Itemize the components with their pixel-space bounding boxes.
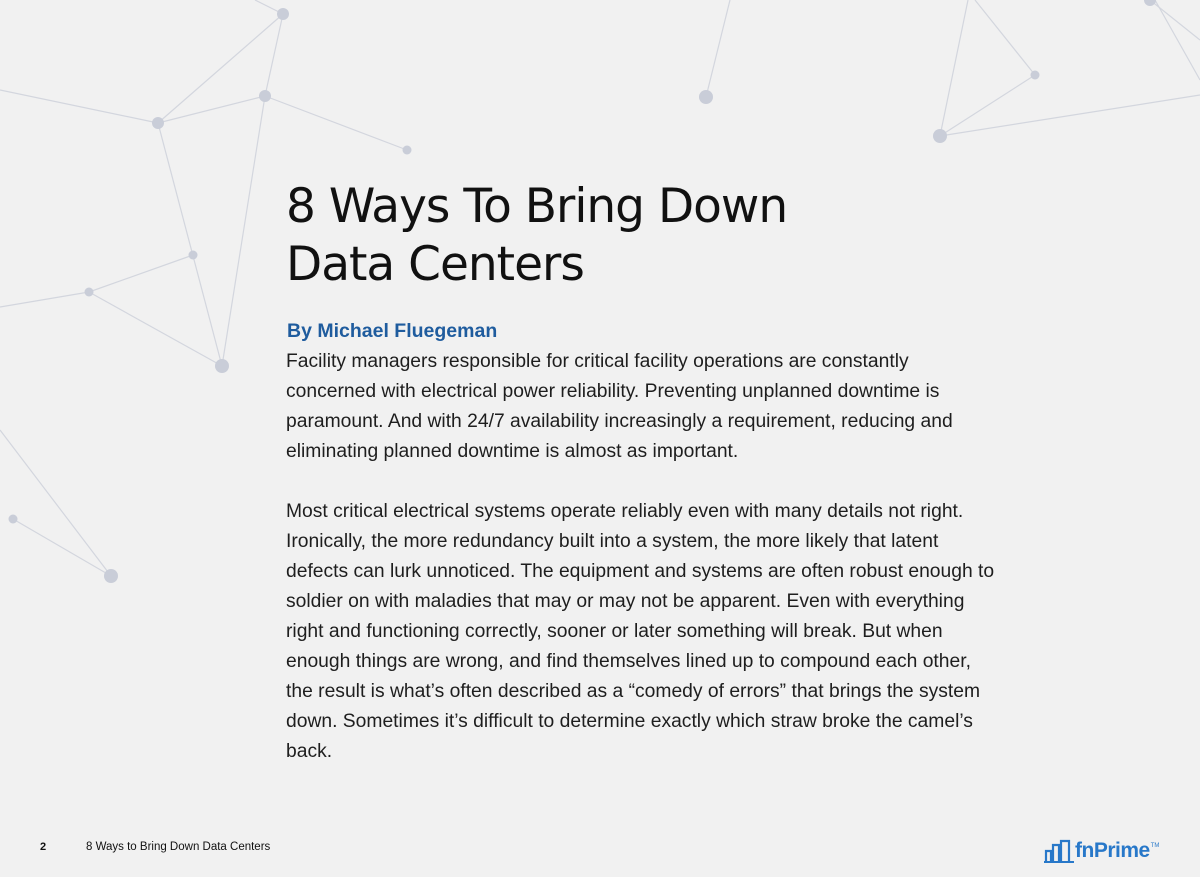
footer-document-title: 8 Ways to Bring Down Data Centers [86,841,271,853]
article-title [286,178,1006,294]
article-title-line-1: 8 Ways To Bring Down [286,179,788,234]
page-number: 2 [40,841,47,853]
logo-trademark: TM [1150,843,1160,849]
fnprime-logo[interactable] [1044,835,1159,863]
article-body [286,347,1001,797]
logo-text: fnPrime [1075,839,1150,862]
paragraph-2: Most critical electrical systems operate reliably even with many details not right. Ironically, the more redundancy built into a system, the more likely that latent defects can lurk unnoticed. The equipment and systems are often robust enough to soldier on with maladies that may or may not be apparent. Even with everything right and functioning correctly, sooner or later something will break. But when enough things are wrong, and find themselves lined up to compound each other, the result is what’s often described as a “comedy of errors” that brings the system down. Sometimes it’s difficult to determine exactly which straw broke the camel’s back. [286,501,995,762]
building-icon [1044,839,1074,863]
article-title-line-2: Data Centers [286,237,584,292]
author-byline: By Michael Fluegeman [287,320,498,342]
paragraph-1: Facility managers responsible for critical facility operations are constantly concerned with electrical power reliability. Preventing unplanned downtime is paramount. And with 24/7 availability increasingly a requirement, reducing and eliminating planned downtime is almost as important. [286,351,953,462]
